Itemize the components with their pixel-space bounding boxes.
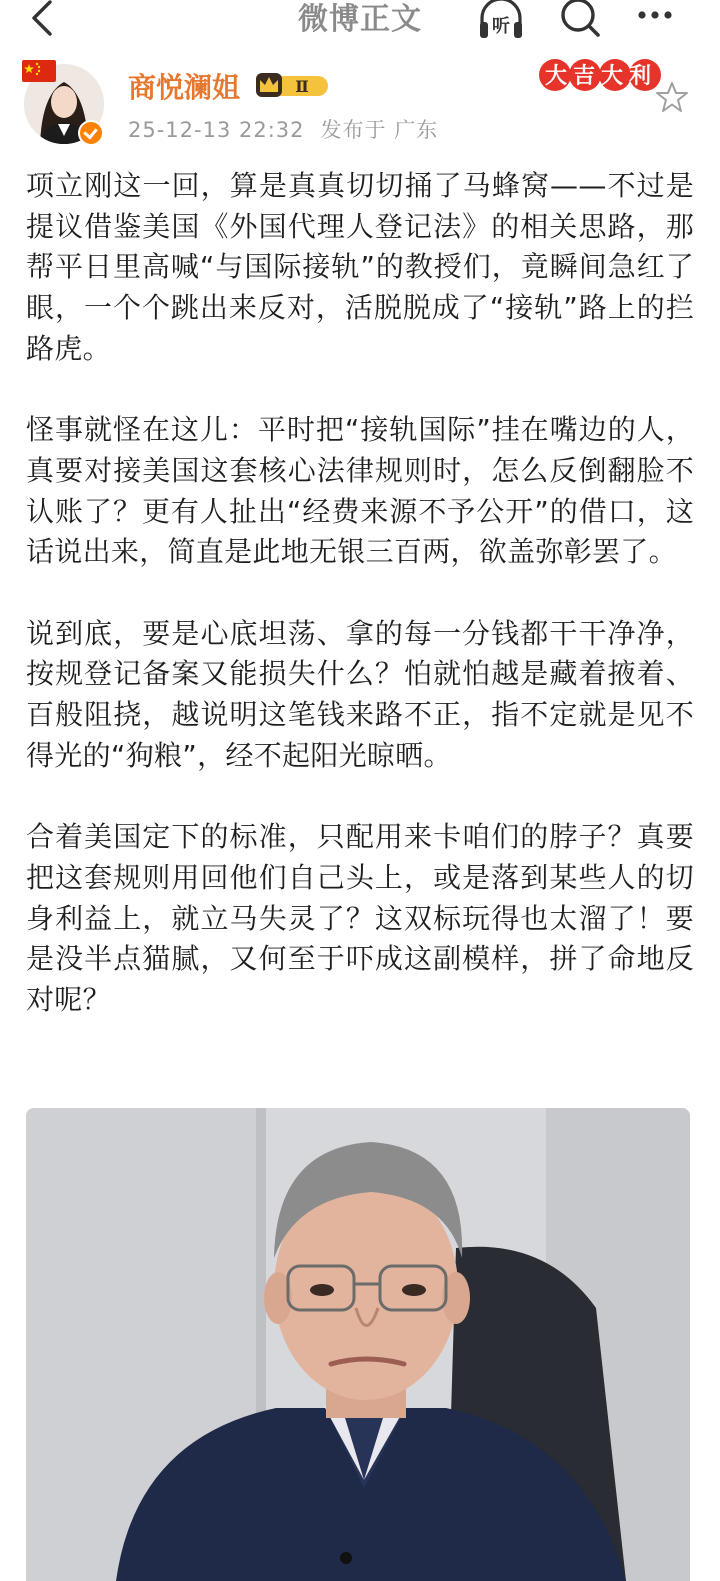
search-icon[interactable] — [556, 0, 602, 40]
post-paragraph: 项立刚这一回，算是真真切切捅了马蜂窝——不过是提议借鉴美国《外国代理人登记法》的相关思路，那帮平日里高喊“与国际接轨”的教授们，竟瞬间急红了眼，一个个跳出来反对，活脱脱成了“接轨”路上的拦路虎。 — [26, 169, 694, 365]
post-image-illustration — [26, 1108, 690, 1581]
post-body — [26, 166, 694, 1061]
more-icon[interactable] — [632, 0, 678, 40]
username[interactable]: 商悦澜姐 — [128, 71, 241, 104]
listen-button[interactable] — [478, 0, 524, 40]
headphones-icon — [478, 0, 524, 40]
verified-icon — [78, 120, 104, 146]
listen-label: 听 — [492, 16, 510, 37]
luck-badge — [538, 58, 664, 92]
post-location: 发布于 广东 — [320, 118, 439, 142]
crown-icon[interactable] — [254, 70, 332, 100]
post-timestamp: 25-12-13 22:32 — [128, 118, 305, 142]
post-paragraph: 怪事就怪在这儿：平时把“接轨国际”挂在嘴边的人，真要对接美国这套核心法律规则时，怎么反倒翻脸不认账了？更有人扯出“经费来源不予公开”的借口，这话说出来，简直是此地无银三百两，欲盖弥彰罢了。 — [26, 413, 694, 569]
avatar[interactable] — [24, 64, 108, 148]
star-icon[interactable] — [655, 80, 689, 114]
page-title: 微博正文 — [298, 2, 422, 37]
post-header — [0, 52, 720, 162]
level-badge-text: Ⅱ — [295, 77, 309, 96]
post-paragraph: 合着美国定下的标准，只配用来卡咱们的脖子？真要把这套规则用回他们自己头上，或是落到某些人的切身利益上，就立马失灵了？这双标玩得也太溜了！要是没半点猫腻，又何至于吓成这副模样，拼了命地反对呢？ — [26, 820, 694, 1017]
top-bar — [0, 0, 720, 44]
post-paragraph: 说到底，要是心底坦荡、拿的每一分钱都干干净净，按规登记备案又能损失什么？怕就怕越是藏着掖着、百般阻挠，越说明这笔钱来路不正，指不定就是见不得光的“狗粮”，经不起阳光晾晒。 — [26, 616, 694, 772]
china-flag-icon — [22, 60, 56, 84]
post-meta — [128, 114, 454, 144]
luck-badge-text: 大吉大利 — [544, 64, 658, 89]
post-image[interactable] — [26, 1108, 690, 1581]
